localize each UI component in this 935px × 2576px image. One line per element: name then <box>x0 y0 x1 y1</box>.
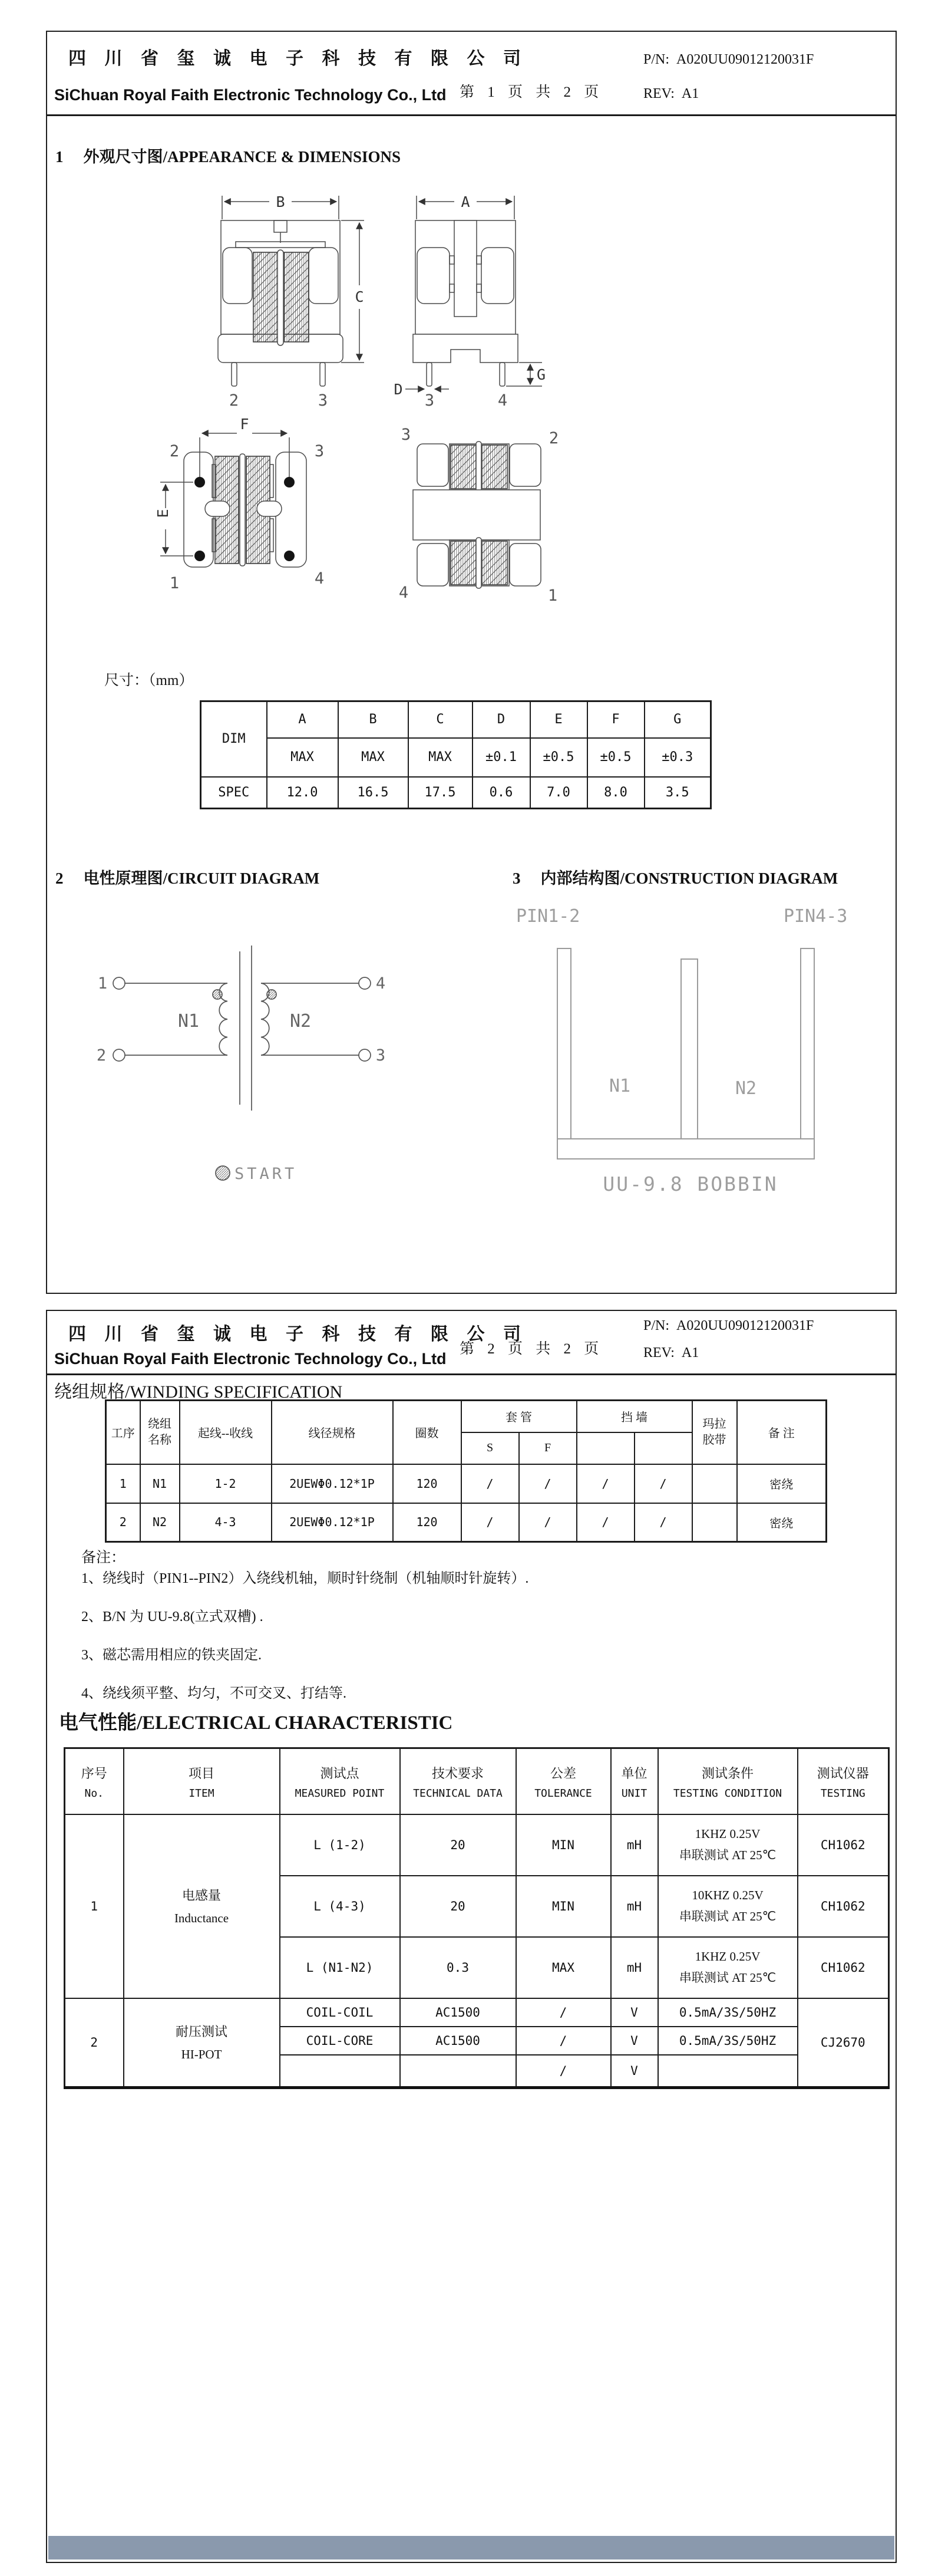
cell-no: 2 <box>106 1503 140 1542</box>
pn-value: A020UU09012120031F <box>676 1318 814 1333</box>
section1-text: 外观尺寸图/APPEARANCE & DIMENSIONS <box>83 148 401 166</box>
hdr-tol-en: TOLERANCE <box>534 1787 592 1800</box>
appearance-dimensions-drawing <box>148 190 573 602</box>
side-pin4-label: 4 <box>497 391 508 410</box>
col-sleeve-s: S <box>461 1432 519 1464</box>
cell-wire: 2UEWΦ0.12*1P <box>272 1503 393 1542</box>
section2-text: 电性原理图/CIRCUIT DIAGRAM <box>83 869 320 887</box>
side-view <box>405 196 542 389</box>
section-construction-title <box>513 865 838 888</box>
section3-text: 内部结构图/CONSTRUCTION DIAGRAM <box>540 869 838 887</box>
circuit-pin2-label: 2 <box>96 1046 107 1065</box>
dim-tolerance: MAX <box>338 738 408 777</box>
spec-label: SPEC <box>201 777 267 809</box>
cell-tol: / <box>516 2055 611 2088</box>
page-number: 第 2 页 共 2 页 <box>460 1341 604 1357</box>
front-pin3-label: 3 <box>318 391 328 410</box>
cell-point: L (1-2) <box>280 1814 400 1876</box>
cell-data <box>400 2055 516 2088</box>
dim-letter: E <box>530 701 587 738</box>
cell-inst: CH1062 <box>798 1937 889 1998</box>
rev-value: A1 <box>681 86 699 101</box>
construction-n2-label: N2 <box>735 1078 757 1099</box>
col-remark: 备 注 <box>737 1401 827 1464</box>
hdr-item-en: ITEM <box>189 1787 214 1800</box>
cell-barrier-1: / <box>577 1464 635 1503</box>
table-row <box>106 1401 827 1432</box>
hdr-inst-en: TESTING <box>820 1787 865 1800</box>
dim-tolerance: ±0.1 <box>473 738 530 777</box>
section3-number: 3 <box>513 869 521 887</box>
electrical-title: 电气性能/ELECTRICAL CHARACTERISTIC <box>59 1712 453 1734</box>
group1-no: 1 <box>65 1814 124 1998</box>
dim-tolerance: ±0.5 <box>587 738 645 777</box>
cell-name: N2 <box>140 1503 180 1542</box>
col-barrier-2 <box>635 1432 692 1464</box>
cell-cond-2: 串联测试 AT 25℃ <box>679 1970 777 1985</box>
side2-pin1-label: 1 <box>547 587 558 602</box>
col-process: 工序 <box>106 1401 140 1464</box>
cell-data: AC1500 <box>400 1998 516 2027</box>
company-name-cn: 四 川 省 玺 诚 电 子 科 技 有 限 公 司 <box>68 1325 528 1344</box>
col-start-end: 起线--收线 <box>180 1401 272 1464</box>
pn-label: P/N: <box>643 52 670 67</box>
front-pin2-label: 2 <box>229 391 239 410</box>
side-pin3-label: 3 <box>424 391 435 410</box>
spec-value: 7.0 <box>530 777 587 809</box>
cell-cond-2: 串联测试 AT 25℃ <box>679 1909 777 1923</box>
cell-remark: 密绕 <box>737 1464 827 1503</box>
cell-unit: V <box>611 2027 658 2055</box>
cell-point: L (4-3) <box>280 1876 400 1937</box>
cell-tol: MAX <box>516 1937 611 1998</box>
circuit-pin4-label: 4 <box>375 974 386 993</box>
page-number: 第 1 页 共 2 页 <box>460 84 604 100</box>
cell-turns: 120 <box>393 1464 461 1503</box>
side-view-2 <box>413 442 541 588</box>
construction-pin43-label: PIN4-3 <box>784 906 848 927</box>
group2-item <box>124 1998 280 2088</box>
cell-startend: 1-2 <box>180 1464 272 1503</box>
revision <box>643 86 699 102</box>
winding-table <box>105 1399 827 1543</box>
company-name-cn: 四 川 省 玺 诚 电 子 科 技 有 限 公 司 <box>68 49 528 68</box>
side2-pin2-label: 2 <box>549 429 559 447</box>
winding-spec-title: 绕组规格/WINDING SPECIFICATION <box>54 1382 343 1402</box>
cell-unit: mH <box>611 1876 658 1937</box>
cell-unit: V <box>611 1998 658 2027</box>
winding-row-n1 <box>106 1464 827 1503</box>
cell-data: 20 <box>400 1814 516 1876</box>
cell-cond-2: 串联测试 AT 25℃ <box>679 1847 777 1862</box>
side2-pin4-label: 4 <box>398 584 409 602</box>
hdr-unit-cn: 单位 <box>621 1766 647 1781</box>
page-2 <box>46 1310 897 2563</box>
cell-cond-1: 1KHZ 0.25V <box>695 1826 761 1841</box>
hdr-unit <box>611 1748 658 1814</box>
col-tape <box>692 1401 737 1464</box>
dim-letter: F <box>587 701 645 738</box>
col-sleeve-f: F <box>519 1432 577 1464</box>
dim-a-label: A <box>461 193 470 210</box>
dim-d-label: D <box>394 381 403 398</box>
winding-row-n2 <box>106 1503 827 1542</box>
col-sleeve: 套 管 <box>461 1401 577 1432</box>
dimension-unit-label: 尺寸：（mm） <box>104 673 194 689</box>
rev-label: REV: <box>643 1345 675 1361</box>
cell-cond <box>658 1814 798 1876</box>
cell-turns: 120 <box>393 1503 461 1542</box>
cell-name: N1 <box>140 1464 180 1503</box>
company-name-en: SiChuan Royal Faith Electronic Technology Co., Ltd <box>54 1350 447 1368</box>
bobbin-type-label: UU-9.8 BOBBIN <box>603 1172 778 1195</box>
cell-no: 1 <box>106 1464 140 1503</box>
hdr-cond <box>658 1748 798 1814</box>
spec-value: 0.6 <box>473 777 530 809</box>
cell-cond-1: 1KHZ 0.25V <box>695 1949 761 1964</box>
hdr-data-en: TECHNICAL DATA <box>413 1787 503 1800</box>
hdr-data-cn: 技术要求 <box>431 1766 484 1781</box>
cell-tol: MIN <box>516 1876 611 1937</box>
bottom-pin4-label: 4 <box>314 569 325 588</box>
hdr-item <box>124 1748 280 1814</box>
dim-tolerance: ±0.3 <box>645 738 711 777</box>
group2-no: 2 <box>65 1998 124 2088</box>
page-1 <box>46 31 897 1294</box>
pn-value: A020UU09012120031F <box>676 52 814 67</box>
notes-label: 备注： <box>81 1550 126 1566</box>
header-divider <box>47 114 896 116</box>
circuit-n1-label: N1 <box>177 1011 200 1032</box>
dim-c-label: C <box>355 288 364 305</box>
hdr-cond-en: TESTING CONDITION <box>673 1787 782 1800</box>
cell-barrier-1: / <box>577 1503 635 1542</box>
hdr-tol <box>516 1748 611 1814</box>
note-2: 2、B/N 为 UU-9.8(立式双槽) . <box>81 1609 263 1625</box>
cell-sleeve-f: / <box>519 1464 577 1503</box>
group2-inst: CJ2670 <box>798 1998 889 2088</box>
dim-b-label: B <box>276 193 285 210</box>
hdr-item-cn: 项目 <box>188 1766 214 1781</box>
cell-point <box>280 2055 400 2088</box>
elec-row-l12 <box>65 1814 889 1876</box>
dim-corner-cell: DIM <box>201 701 267 777</box>
circuit-diagram <box>90 944 419 1192</box>
bottom-view <box>160 433 306 567</box>
spec-value: 8.0 <box>587 777 645 809</box>
dim-letter: D <box>473 701 530 738</box>
section2-number: 2 <box>55 869 64 887</box>
section-circuit-title <box>55 865 319 888</box>
cell-cond <box>658 1937 798 1998</box>
note-3: 3、磁芯需用相应的铁夹固定. <box>81 1648 262 1663</box>
cell-wire: 2UEWΦ0.12*1P <box>272 1464 393 1503</box>
spec-value: 16.5 <box>338 777 408 809</box>
cell-cond: 0.5mA/3S/50HZ <box>658 2027 798 2055</box>
front-view <box>218 196 364 386</box>
hdr-point-cn: 测试点 <box>320 1766 359 1781</box>
hdr-point-en: MEASURED POINT <box>295 1787 385 1800</box>
col-barrier: 挡 墙 <box>577 1401 692 1432</box>
dim-f-label: F <box>240 416 249 433</box>
hdr-data <box>400 1748 516 1814</box>
hdr-inst <box>798 1748 889 1814</box>
construction-pin12-label: PIN1-2 <box>516 906 580 927</box>
cell-cond: 0.5mA/3S/50HZ <box>658 1998 798 2027</box>
hdr-point <box>280 1748 400 1814</box>
company-name-en: SiChuan Royal Faith Electronic Technology Co., Ltd <box>54 86 447 104</box>
hdr-tol-cn: 公差 <box>550 1766 576 1781</box>
cell-tol: / <box>516 2027 611 2055</box>
dim-letter: A <box>267 701 338 738</box>
hdr-no-en: No. <box>84 1787 104 1800</box>
dim-tolerance: MAX <box>408 738 473 777</box>
cell-inst: CH1062 <box>798 1876 889 1937</box>
group2-item-en: HI-POT <box>181 2047 222 2061</box>
cell-barrier-2: / <box>635 1503 692 1542</box>
note-1: 1、绕线时（PIN1--PIN2）入绕线机轴，顺时针绕制（机轴顺时针旋转）. <box>81 1571 529 1586</box>
col-winding-name <box>140 1401 180 1464</box>
side2-pin3-label: 3 <box>401 426 411 444</box>
cell-data: 0.3 <box>400 1937 516 1998</box>
col-barrier-1 <box>577 1432 635 1464</box>
table-row <box>201 777 711 809</box>
circuit-pin1-label: 1 <box>97 974 108 993</box>
cell-data: AC1500 <box>400 2027 516 2055</box>
dim-letter: B <box>338 701 408 738</box>
hdr-no <box>65 1748 124 1814</box>
cell-point: COIL-COIL <box>280 1998 400 2027</box>
spec-value: 12.0 <box>267 777 338 809</box>
col-tape-text: 玛拉胶带 <box>702 1417 726 1447</box>
dim-letter: C <box>408 701 473 738</box>
cell-cond <box>658 1876 798 1937</box>
bottom-pin1-label: 1 <box>169 574 180 592</box>
rev-label: REV: <box>643 86 675 101</box>
group1-item-en: Inductance <box>174 1910 229 1925</box>
cell-barrier-2: / <box>635 1464 692 1503</box>
cell-unit: mH <box>611 1937 658 1998</box>
dim-tolerance: ±0.5 <box>530 738 587 777</box>
cell-unit: V <box>611 2055 658 2088</box>
col-winding-name-text: 绕组名称 <box>148 1417 171 1447</box>
section-appearance-title <box>55 144 401 167</box>
elec-row-coilcoil <box>65 1998 889 2027</box>
cell-point: COIL-CORE <box>280 2027 400 2055</box>
circuit-n2-label: N2 <box>289 1011 312 1032</box>
construction-diagram <box>502 897 879 1204</box>
group2-item-cn: 耐压测试 <box>175 2024 227 2039</box>
cell-cond <box>658 2055 798 2088</box>
table-row <box>201 738 711 777</box>
cell-tol: MIN <box>516 1814 611 1876</box>
group1-item-cn: 电感量 <box>181 1887 221 1903</box>
dimension-table <box>200 700 712 809</box>
note-4: 4、绕线须平整、均匀，不可交叉、打结等. <box>81 1686 346 1701</box>
electrical-table <box>64 1747 890 2089</box>
cell-remark: 密绕 <box>737 1503 827 1542</box>
part-number <box>643 52 814 68</box>
cell-startend: 4-3 <box>180 1503 272 1542</box>
cell-unit: mH <box>611 1814 658 1876</box>
dim-tolerance: MAX <box>267 738 338 777</box>
bottom-pin2-label: 2 <box>169 442 180 460</box>
circuit-pin3-label: 3 <box>375 1046 386 1065</box>
spec-value: 17.5 <box>408 777 473 809</box>
rev-value: A1 <box>681 1345 699 1361</box>
start-marker-label: START <box>234 1165 298 1183</box>
revision <box>643 1345 699 1361</box>
construction-n1-label: N1 <box>609 1076 631 1096</box>
table-header-row <box>65 1748 889 1814</box>
cell-data: 20 <box>400 1876 516 1937</box>
dim-g-label: G <box>537 366 546 383</box>
cell-point: L (N1-N2) <box>280 1937 400 1998</box>
group1-item <box>124 1814 280 1998</box>
cell-tape <box>692 1503 737 1542</box>
hdr-no-cn: 序号 <box>81 1766 107 1781</box>
cell-sleeve-s: / <box>461 1503 519 1542</box>
cell-tol: / <box>516 1998 611 2027</box>
cell-sleeve-f: / <box>519 1503 577 1542</box>
section1-number: 1 <box>55 148 64 166</box>
cell-tape <box>692 1464 737 1503</box>
bottom-pin3-label: 3 <box>314 442 325 460</box>
hdr-inst-cn: 测试仪器 <box>817 1766 869 1781</box>
dim-letter: G <box>645 701 711 738</box>
col-wire-spec: 线径规格 <box>272 1401 393 1464</box>
table-row <box>201 701 711 738</box>
hdr-cond-cn: 测试条件 <box>701 1766 754 1781</box>
cell-sleeve-s: / <box>461 1464 519 1503</box>
footer-scroll-bar <box>48 2536 894 2559</box>
hdr-unit-en: UNIT <box>621 1787 647 1800</box>
cell-inst: CH1062 <box>798 1814 889 1876</box>
cell-cond-1: 10KHZ 0.25V <box>692 1887 764 1902</box>
pn-label: P/N: <box>643 1318 670 1333</box>
dim-e-label: E <box>154 509 171 518</box>
header-divider <box>47 1373 896 1375</box>
spec-value: 3.5 <box>645 777 711 809</box>
part-number <box>643 1318 814 1334</box>
col-turns: 圈数 <box>393 1401 461 1464</box>
